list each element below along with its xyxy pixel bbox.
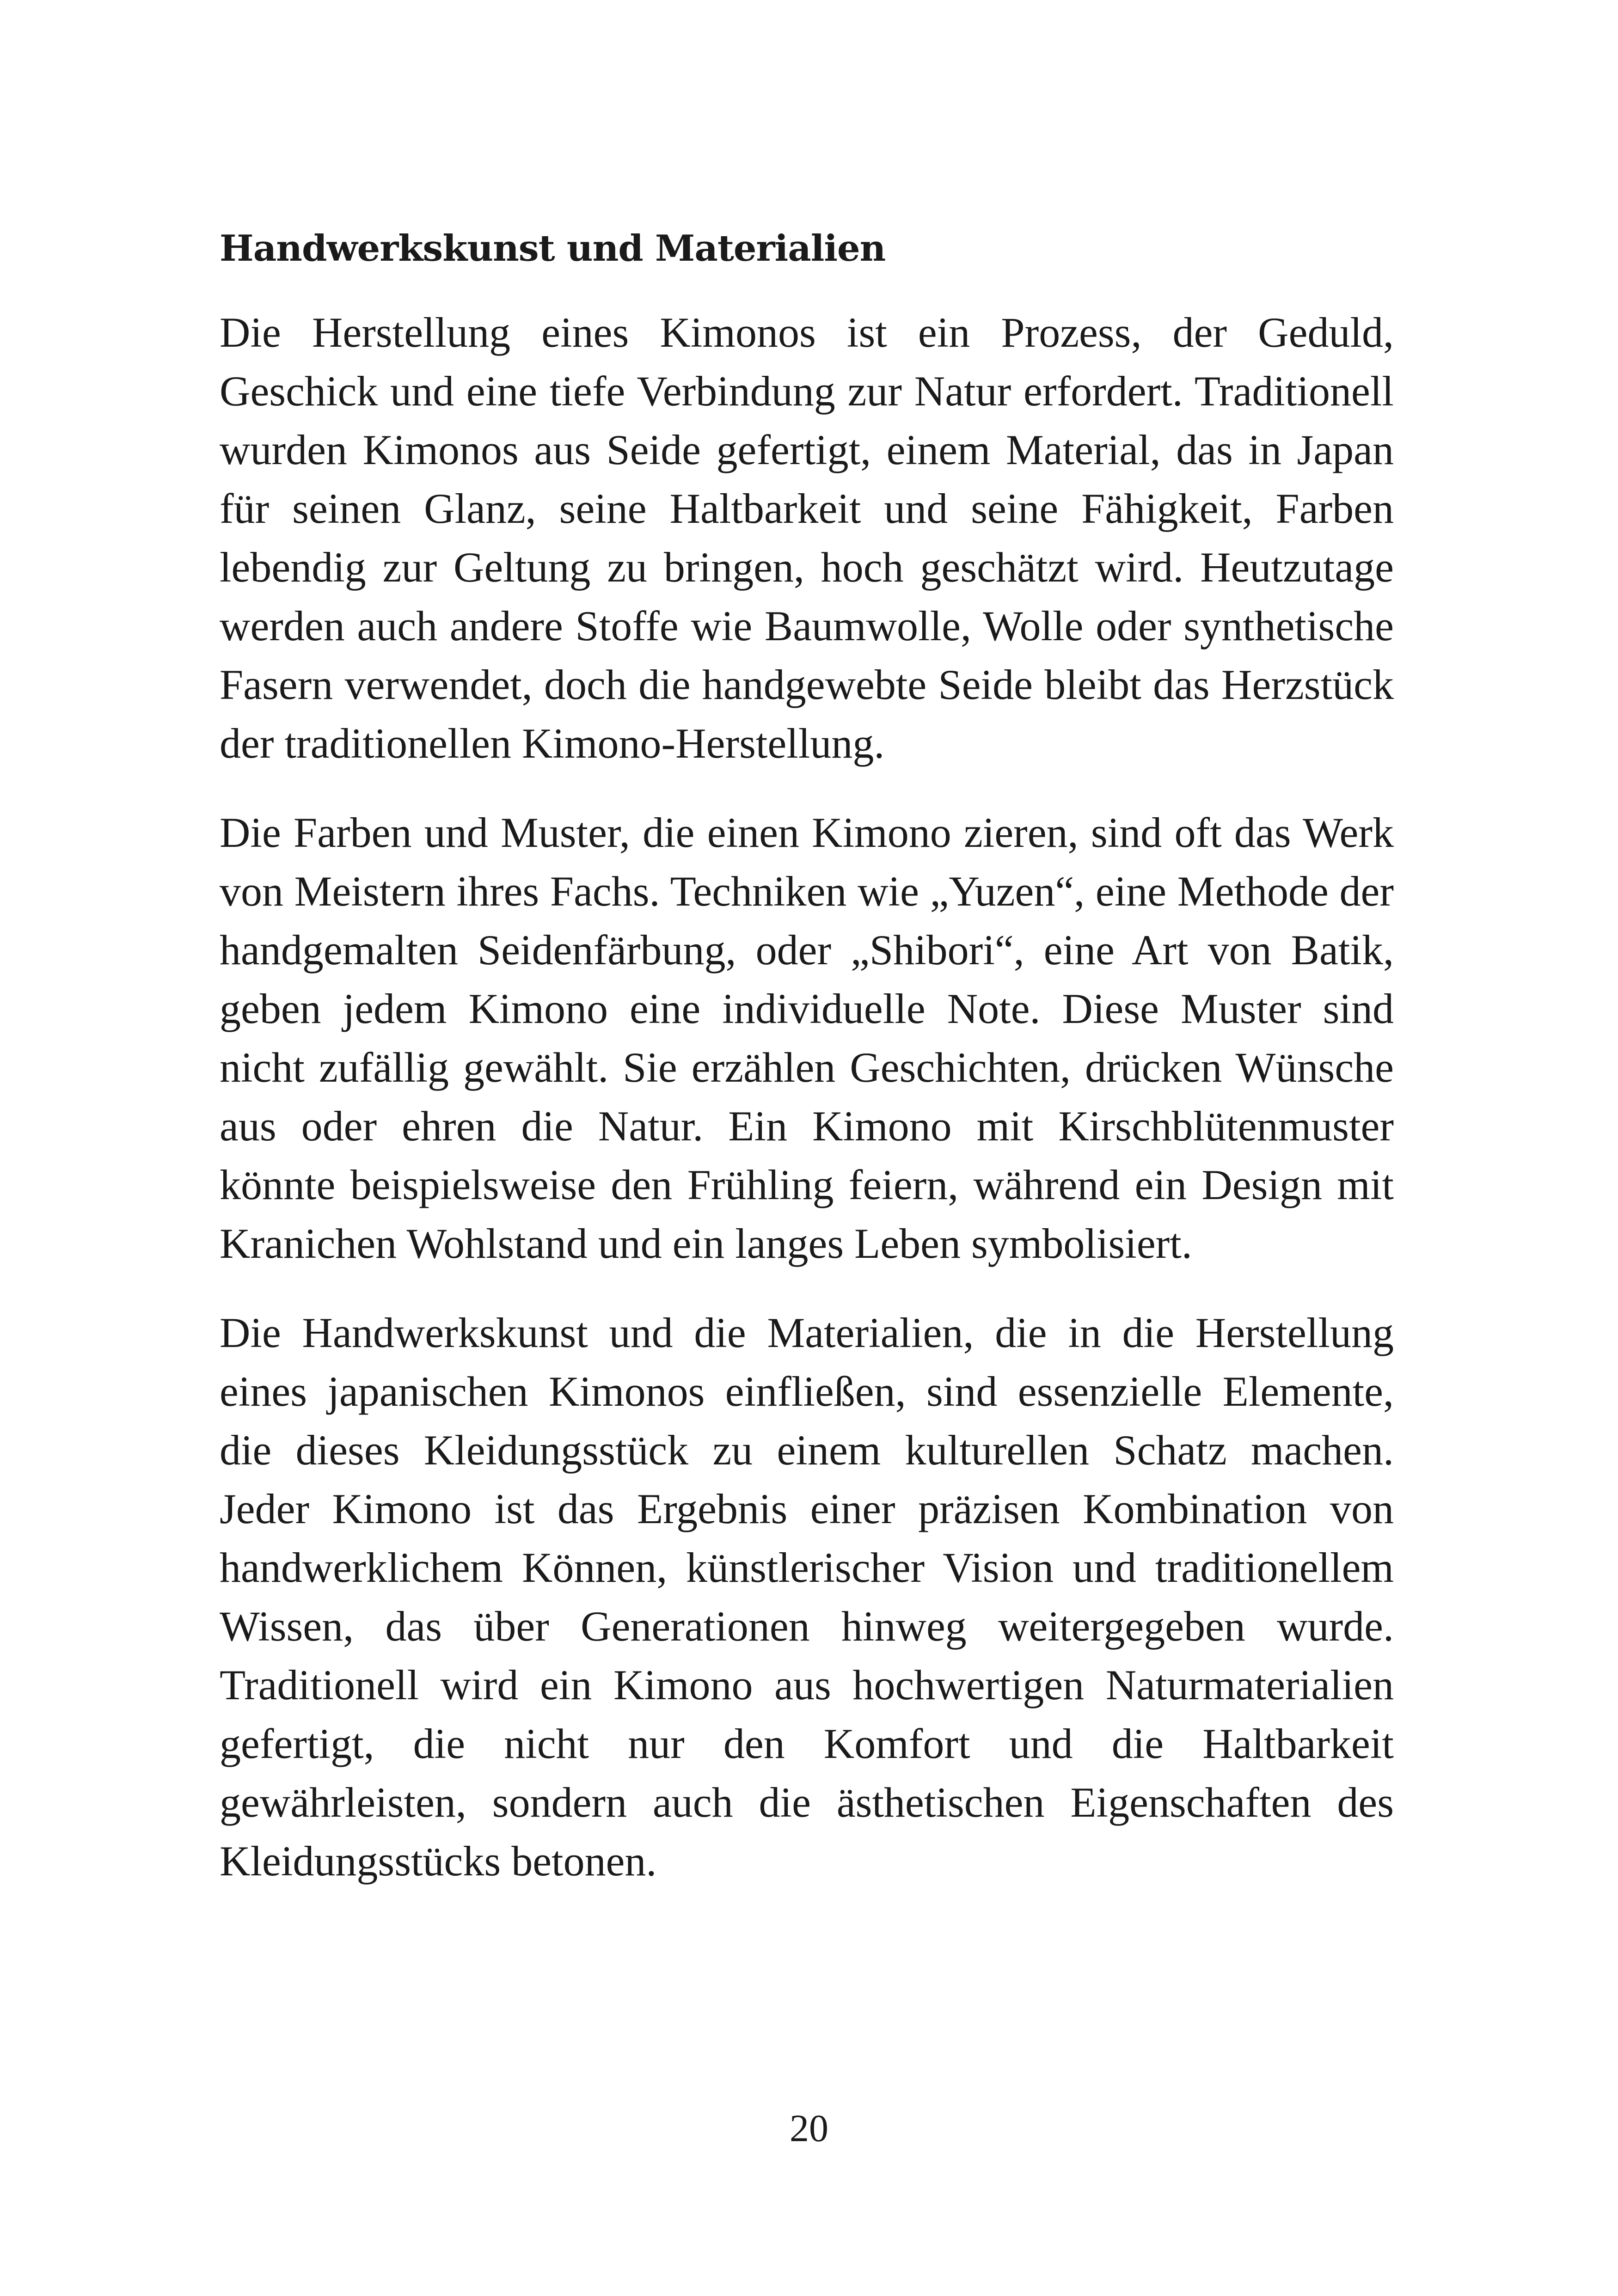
text-block	[220, 227, 1394, 1891]
paragraph-2: Die Farben und Muster, die einen Kimono zieren, sind oft das Werk von Meistern ihres Fachs. Techniken wie „Yuzen“, eine Methode der handgemalten Seidenfärbung, oder „Shibori“, eine Art von Batik, geben jedem Kimono eine individuelle Note. Diese Muster sind nicht zufällig gewählt. Sie erzählen Geschichten, drücken Wünsche aus oder ehren die Natur. Ein Kimono mit Kirschblütenmuster könnte beispielsweise den Frühling feiern, während ein Design mit Kranichen Wohlstand und ein langes Leben symbolisiert.	[220, 809, 1394, 1267]
page-number: 20	[790, 2107, 828, 2150]
section-heading: Handwerkskunst und Materialien	[220, 227, 886, 269]
paragraph-1: Die Herstellung eines Kimonos ist ein Prozess, der Geduld, Geschick und eine tiefe Verbindung zur Natur erfordert. Traditionell wurden Kimonos aus Seide gefertigt, einem Material, das in Japan für seinen Glanz, seine Haltbarkeit und seine Fähigkeit, Farben lebendig zur Geltung zu bringen, hoch geschätzt wird. Heutzutage werden auch andere Stoffe wie Baumwolle, Wolle oder synthetische Fasern verwendet, doch die handgewebte Seide bleibt das Herzstück der traditionellen Kimono-Herstellung.	[220, 309, 1394, 767]
paragraph-3: Die Handwerkskunst und die Materialien, die in die Herstellung eines japanischen Kimonos einfließen, sind essenzielle Elemente, die dieses Kleidungsstück zu einem kulturellen Schatz machen. Jeder Kimono ist das Ergebnis einer präzisen Kombination von handwerklichem Können, künstlerischer Vision und traditionellem Wissen, das über Generationen hinweg weitergegeben wurde. Traditionell wird ein Kimono aus hochwertigen Naturmaterialien gefertigt, die nicht nur den Komfort und die Haltbarkeit gewährleisten, sondern auch die ästhetischen Eigenschaften des Kleidungsstücks betonen.	[220, 1309, 1394, 1885]
